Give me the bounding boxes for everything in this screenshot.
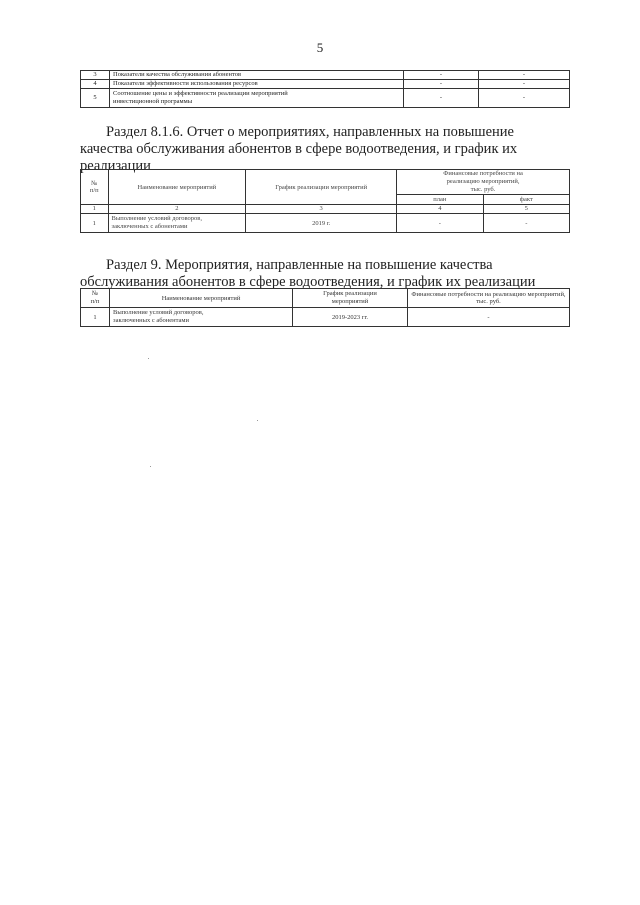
- numbering-cell: 1: [81, 205, 109, 214]
- header-line: График реализации: [323, 290, 377, 297]
- numbering-cell: 4: [397, 205, 483, 214]
- section-816-heading: [80, 124, 570, 175]
- scan-speck: [150, 466, 151, 467]
- row-number: 1: [81, 214, 109, 233]
- header-line: №: [91, 180, 98, 187]
- table-row: [81, 308, 570, 327]
- measures-table: [80, 288, 570, 327]
- row-name-line: инвестиционной программы: [113, 98, 193, 105]
- indicators-table: [80, 70, 570, 108]
- row-value-2: -: [479, 89, 570, 108]
- col-finance-header: Финансовые потребности на реализацию мероприятий, тыс. руб.: [408, 289, 570, 308]
- row-name: [110, 89, 404, 108]
- section-9-heading: [80, 257, 570, 291]
- table-row: [81, 89, 570, 108]
- report-table: [80, 169, 570, 233]
- header-line: реализацию мероприятий,: [446, 178, 520, 185]
- table-row: [81, 71, 570, 80]
- col-finance-header: [397, 170, 570, 195]
- row-plan: -: [397, 214, 483, 233]
- col-schedule-header: График реализации мероприятий: [246, 170, 397, 205]
- header-line: п/п: [89, 187, 99, 194]
- heading-line: реализации: [80, 158, 151, 174]
- row-value-1: -: [404, 80, 479, 89]
- heading-line: Раздел 9. Мероприятия, направленные на повышение качества: [106, 257, 493, 273]
- table-header-row: [81, 170, 570, 195]
- col-name-header: Наименование мероприятий: [110, 289, 293, 308]
- table-row: [81, 80, 570, 89]
- page-number: 5: [316, 40, 324, 55]
- numbering-cell: 3: [246, 205, 397, 214]
- heading-line: качества обслуживания абонентов в сфере водоотведения, и график их: [80, 141, 518, 157]
- row-name-line: Выполнение условий договоров,: [113, 309, 204, 316]
- row-name-line: заключенных с абонентами: [113, 317, 190, 324]
- row-name-line: Выполнение условий договоров,: [111, 215, 202, 222]
- table-row: [81, 214, 570, 233]
- row-value-2: -: [479, 80, 570, 89]
- table-header-row: [81, 289, 570, 308]
- row-name: [108, 214, 246, 233]
- header-line: тыс. руб.: [470, 186, 496, 193]
- row-schedule: 2019-2023 гг.: [293, 308, 408, 327]
- row-value-1: -: [404, 89, 479, 108]
- row-number: 1: [81, 308, 110, 327]
- header-line: Финансовые потребности на: [443, 170, 523, 177]
- row-number: 4: [81, 80, 110, 89]
- col-fact-header: факт: [483, 195, 569, 205]
- col-schedule-header: [293, 289, 408, 308]
- col-name-header: Наименование мероприятий: [108, 170, 246, 205]
- row-name-line: заключенных с абонентами: [111, 223, 188, 230]
- col-plan-header: план: [397, 195, 483, 205]
- heading-line: Раздел 8.1.6. Отчет о мероприятиях, направленных на повышение: [106, 124, 514, 140]
- row-value-2: -: [479, 71, 570, 80]
- scan-speck: [148, 358, 149, 359]
- heading-line: обслуживания абонентов в сфере водоотведения, и график их реализации: [80, 274, 536, 290]
- row-number: 3: [81, 71, 110, 80]
- col-number-header: [81, 289, 110, 308]
- row-name: Показатели эффективности использования ресурсов: [110, 80, 404, 89]
- header-line: мероприятий: [331, 298, 369, 305]
- scan-speck: [257, 420, 258, 421]
- row-fact: -: [483, 214, 569, 233]
- row-finance: -: [408, 308, 570, 327]
- row-name: [110, 308, 293, 327]
- table-numbering-row: [81, 205, 570, 214]
- row-schedule: 2019 г.: [246, 214, 397, 233]
- row-value-1: -: [404, 71, 479, 80]
- row-number: 5: [81, 89, 110, 108]
- row-name: Показатели качества обслуживания абонентов: [110, 71, 404, 80]
- header-line: п/п: [90, 298, 100, 305]
- row-name-line: Соотношение цены и эффективности реализации мероприятий: [113, 90, 288, 97]
- numbering-cell: 2: [108, 205, 246, 214]
- col-number-header: [81, 170, 109, 205]
- header-line: №: [91, 290, 99, 297]
- numbering-cell: 5: [483, 205, 569, 214]
